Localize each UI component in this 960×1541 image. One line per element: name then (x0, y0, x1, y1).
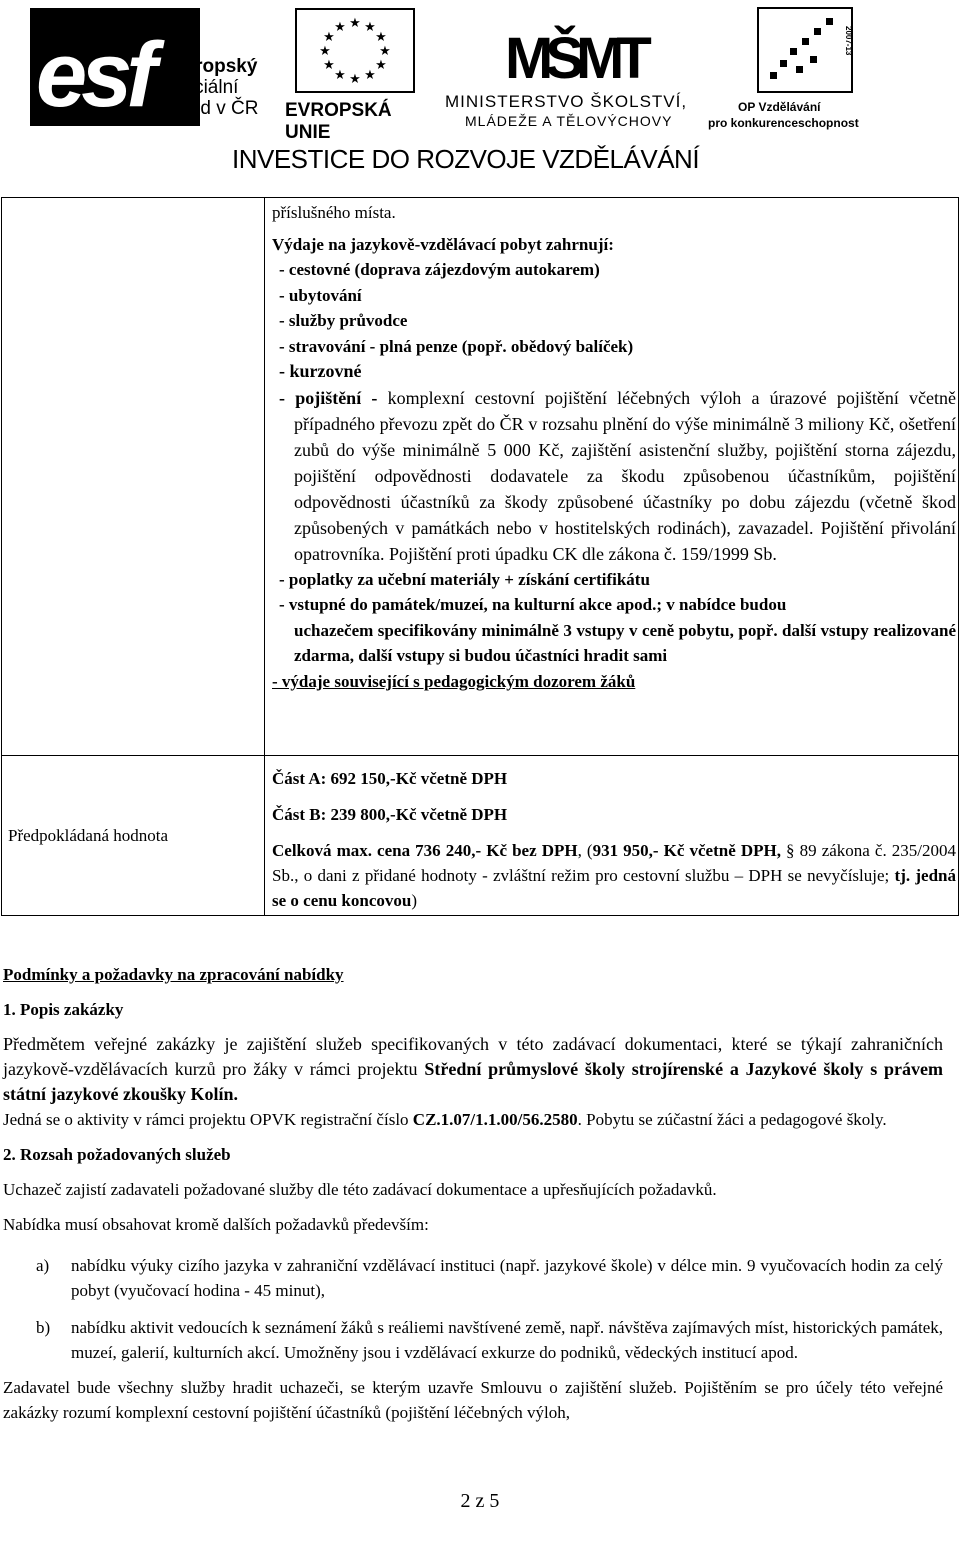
list-item: - vstupné do památek/muzeí, na kulturní akce apod.; v nabídce budou (279, 595, 787, 614)
paragraph-text: . Pobytu se zúčastní žáci a pedagogové školy. (577, 1110, 887, 1129)
table-content-cell (265, 756, 959, 916)
svg-text:★: ★ (375, 58, 387, 73)
svg-text:★: ★ (364, 68, 376, 83)
paragraph-bold: Střední průmyslové školy strojírenské a Jazykové školy s právem státní jazykové zkoušky Kolín. (3, 1059, 943, 1104)
table-row (2, 756, 959, 916)
registration-number: CZ.1.07/1.1.00/56.2580 (412, 1110, 578, 1129)
op-caption2: pro konkurenceschopnost (708, 116, 859, 130)
heading-1: 1. Popis zakázky (3, 1000, 124, 1019)
total-end: ) (411, 891, 417, 910)
msmt-mark-icon (505, 6, 644, 91)
list-item: - kurzovné (279, 361, 362, 381)
expenses-list (272, 257, 956, 618)
paragraph-text: Předmětem veřejné zakázky je zajištění služeb specifikovaných v této zadávací dokumentaci, které se týkají zahraničních jazykově-vzdělávacích kurzů pro žáky v rámci projektu (3, 1034, 943, 1079)
list-item-pedagogical: - výdaje související s pedagogickým dozorem žáků (272, 671, 636, 691)
list-text: nabídku výuky cizího jazyka v zahraniční vzdělávací instituci (např. jazykové škole) v délce min. 9 vyučovacích hodin za celý pobyt (vyučovací hodina - 45 minut), (71, 1256, 943, 1300)
part-a-value: Část A: 692 150,-Kč včetně DPH (272, 769, 508, 788)
msmt-line2: MLÁDEŽE A TĚLOVÝCHOVY (465, 113, 673, 129)
svg-text:★: ★ (323, 58, 335, 73)
list-item: - služby průvodce (279, 311, 408, 330)
op-logo (708, 6, 868, 130)
msmt-line1: MINISTERSTVO ŠKOLSTVÍ, (445, 92, 688, 111)
total-bold1: Celková max. cena 736 240,- Kč bez DPH (272, 841, 578, 860)
table-label-cell-empty (2, 198, 265, 756)
op-years: 2007-13 (844, 26, 853, 56)
top-line: příslušného místa. (272, 203, 396, 222)
svg-text:★: ★ (349, 16, 361, 31)
msmt-logo (445, 6, 695, 130)
expenses-content (265, 198, 958, 696)
tender-details-table (1, 197, 959, 916)
svg-text:★: ★ (364, 20, 376, 35)
esf-logo (30, 8, 275, 126)
total-mid: , ( (577, 841, 593, 860)
value-content (265, 756, 958, 915)
esf-line3: fond v ČR (174, 98, 259, 119)
eu-caption: EVROPSKÁ UNIE (285, 100, 392, 143)
table-label-cell (2, 756, 265, 916)
insurance-label: - pojištění - (279, 387, 378, 408)
table-row (2, 198, 959, 756)
svg-text:★: ★ (323, 30, 335, 45)
svg-text:★: ★ (319, 44, 331, 59)
list-item: - cestovné (doprava zájezdovým autokarem) (279, 260, 600, 279)
entry-continuation: uchazečem specifikovány minimálně 3 vstupy v ceně pobytu, popř. další vstupy realizované zdarma, další vstupy si budou účastníci hradit sami (294, 620, 956, 665)
esf-mark-text: esf (36, 24, 151, 126)
esf-line2: sociální (174, 77, 239, 98)
svg-text:★: ★ (334, 20, 346, 35)
list-text: nabídku aktivit vedoucích k seznámení žáků s reáliemi navštívené země, např. návštěva zajímavých míst, historických památek, muzeí, galerií, kulturních akcí. Umožněny jsou i vzdělávací exkurze do podniků, vědeckých institucí apod. (71, 1318, 943, 1362)
page-number: 2 z 5 (460, 1490, 500, 1512)
paragraph: Zadavatel bude všechny služby hradit uchazeči, se kterým uzavře Smlouvu o zajištění služeb. Pojištěním se pro účely této veřejné zakázky rozumí komplexní cestovní pojištění účastníků (pojištění léčebných výloh, (3, 1378, 943, 1422)
part-b-value: Část B: 239 800,-Kč včetně DPH (272, 805, 508, 824)
svg-text:★: ★ (375, 30, 387, 45)
list-item: - ubytování (279, 285, 362, 305)
paragraph: Nabídka musí obsahovat kromě dalších požadavků především: (3, 1215, 429, 1234)
eu-stars-icon (297, 10, 413, 91)
investice-banner: INVESTICE DO ROZVOJE VZDĚLÁVÁNÍ (232, 144, 700, 174)
insurance-text: komplexní cestovní pojištění léčebných výloh a úrazové pojištění včetně případného převozu zpět do ČR v rozsahu plnění do výše minimálně 3 miliony Kč, ošetření zubů do výše minimálně 5 000 Kč, zajištění asistenční služby, pojištění storna zájezdu, pojištění odpovědnosti dodavatele za škodu způsobenou účastníkům, pojištění odpovědnosti účastníků za škody způsobené účastníky po dobu zájezdu (včetně škod způsobených v památkách nebo v hostitelských rodinách), zavazadel. Pojištění přivolání opatrovníka. Pojištění proti úpadku CK dle zákona č. 159/1999 Sb. (294, 387, 956, 564)
paragraph: Uchazeč zajistí zadavateli požadované služby dle této zadávací dokumentace a upřesňujících požadavků. (3, 1180, 717, 1199)
total-bold2: 931 950,- Kč včetně DPH, (592, 841, 781, 860)
svg-text:★: ★ (349, 72, 361, 87)
total-value (272, 838, 956, 913)
op-mark-icon (756, 6, 854, 94)
list-item-insurance (272, 385, 956, 567)
paragraph-text: Jedná se o aktivity v rámci projektu OPVK registrační číslo (3, 1110, 413, 1129)
msmt-mark-text: MŠMT (505, 26, 644, 91)
eu-logo (285, 8, 435, 143)
list-letter: b) (36, 1318, 51, 1337)
paragraph (3, 1107, 943, 1132)
paragraph (3, 1032, 943, 1107)
list-letter: a) (36, 1256, 50, 1275)
heading-2: 2. Rozsah požadovaných služeb (3, 1145, 231, 1164)
total-rest: § 89 zákona č. 235/2004 Sb., o dani z přidané hodnoty - zvláštní režim pro cestovní službu – DPH se nevyčísluje; (272, 841, 956, 885)
svg-text:★: ★ (379, 44, 391, 59)
list-item: - stravování - plná penze (popř. obědový balíček) (279, 336, 634, 356)
document-body (3, 962, 943, 1425)
page-header (0, 0, 960, 180)
esf-caption (174, 56, 258, 119)
total-bold3: tj. jedná se o cenu koncovou (272, 866, 956, 910)
esf-line1: evropský (174, 56, 258, 77)
expenses-title: Výdaje na jazykově-vzdělávací pobyt zahrnují: (272, 234, 614, 254)
eu-flag-icon (295, 8, 415, 93)
section-title: Podmínky a požadavky na zpracování nabídky (3, 965, 344, 984)
list-item: - poplatky za učební materiály + získání certifikátu (279, 569, 650, 589)
op-caption1: OP Vzdělávání (738, 100, 821, 114)
svg-text:★: ★ (334, 68, 346, 83)
list-item (3, 1315, 943, 1365)
list-item (3, 1253, 943, 1303)
estimated-value-label: Předpokládaná hodnota (8, 825, 169, 845)
table-content-cell (265, 198, 959, 756)
